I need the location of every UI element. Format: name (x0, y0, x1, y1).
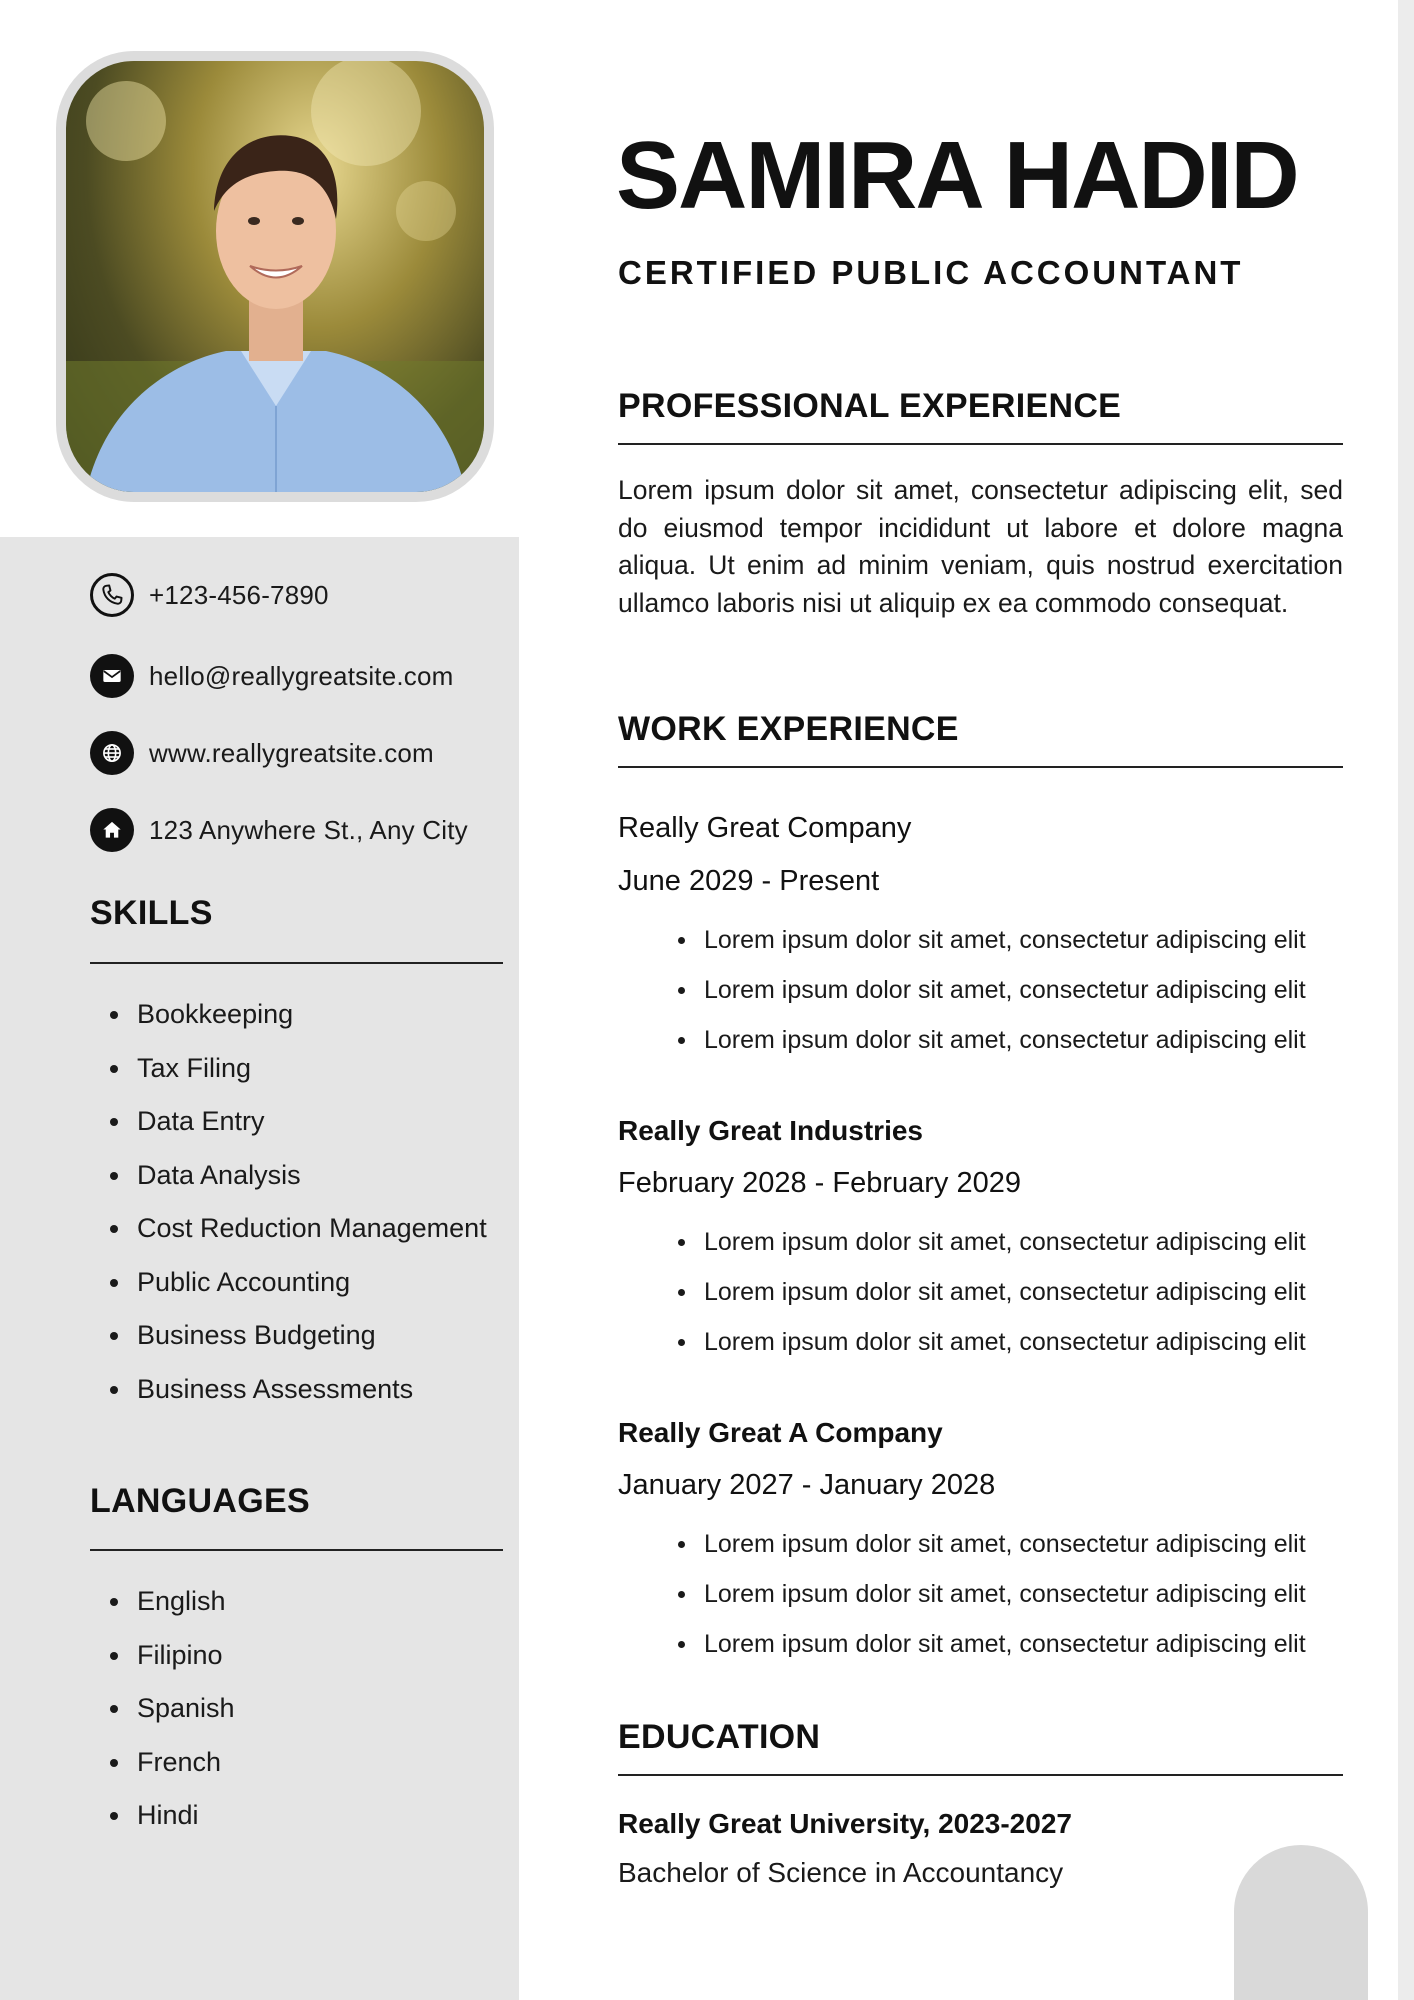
skills-heading: SKILLS (90, 894, 213, 932)
job-bullet: Lorem ipsum dolor sit amet, consectetur adipiscing elit (676, 1580, 1306, 1630)
language-item: Spanish (90, 1693, 235, 1747)
job-bullets (676, 1228, 1306, 1378)
home-icon (90, 808, 134, 852)
skills-list (90, 999, 487, 1427)
job-dates: January 2027 - January 2028 (618, 1469, 996, 1501)
job-company: Really Great Company (618, 812, 912, 844)
profile-photo (66, 61, 484, 492)
skill-item: Business Assessments (90, 1374, 487, 1428)
language-item: Hindi (90, 1800, 235, 1854)
phone-icon (90, 573, 134, 617)
professional-summary: Lorem ipsum dolor sit amet, consectetur adipiscing elit, sed do eiusmod tempor incididunt ut labore et dolore magna aliqua. Ut enim ad minim veniam, quis nostrud exercitation ullamco laboris nisi ut aliquip ex ea commodo consequat. (618, 475, 1343, 618)
education-divider (618, 1774, 1343, 1776)
education-heading: EDUCATION (618, 1718, 821, 1756)
language-item: Filipino (90, 1640, 235, 1694)
work-heading: WORK EXPERIENCE (618, 710, 959, 748)
candidate-role: CERTIFIED PUBLIC ACCOUNTANT (618, 254, 1244, 291)
languages-heading: LANGUAGES (90, 1482, 310, 1520)
job-dates: June 2029 - Present (618, 865, 880, 897)
job-company: Really Great Industries (618, 1115, 924, 1146)
job-bullet: Lorem ipsum dolor sit amet, consectetur adipiscing elit (676, 976, 1306, 1026)
skills-divider (90, 962, 503, 964)
languages-divider (90, 1549, 503, 1551)
email-address[interactable]: hello@reallygreatsite.com (149, 660, 454, 691)
skill-item: Bookkeeping (90, 999, 487, 1053)
skill-item: Cost Reduction Management (90, 1213, 487, 1267)
street-address: 123 Anywhere St., Any City (149, 814, 468, 845)
job-bullets (676, 1530, 1306, 1680)
contact-website (90, 731, 434, 775)
education-degree: Bachelor of Science in Accountancy (618, 1857, 1064, 1888)
skill-item: Tax Filing (90, 1053, 487, 1107)
contact-email (90, 654, 454, 698)
education-school: Really Great University, 2023-2027 (618, 1808, 1072, 1839)
decorative-arch (1234, 1845, 1368, 2000)
job-bullet: Lorem ipsum dolor sit amet, consectetur adipiscing elit (676, 1328, 1306, 1378)
work-divider (618, 766, 1343, 768)
website-url[interactable]: www.reallygreatsite.com (149, 737, 434, 768)
job-bullets (676, 926, 1306, 1076)
skill-item: Data Analysis (90, 1160, 487, 1214)
job-bullet: Lorem ipsum dolor sit amet, consectetur adipiscing elit (676, 926, 1306, 976)
contact-address (90, 808, 468, 852)
job-dates: February 2028 - February 2029 (618, 1167, 1021, 1199)
skill-item: Data Entry (90, 1106, 487, 1160)
skill-item: Public Accounting (90, 1267, 487, 1321)
job-bullet: Lorem ipsum dolor sit amet, consectetur adipiscing elit (676, 1026, 1306, 1076)
languages-list (90, 1586, 235, 1854)
candidate-name: SAMIRA HADID (616, 122, 1298, 229)
professional-heading: PROFESSIONAL EXPERIENCE (618, 387, 1122, 425)
job-bullet: Lorem ipsum dolor sit amet, consectetur adipiscing elit (676, 1228, 1306, 1278)
email-icon (90, 654, 134, 698)
phone-number[interactable]: +123-456-7890 (149, 579, 329, 610)
language-item: French (90, 1747, 235, 1801)
portrait-illustration (66, 61, 484, 492)
page-edge-strip (1398, 0, 1414, 2000)
skill-item: Business Budgeting (90, 1320, 487, 1374)
job-bullet: Lorem ipsum dolor sit amet, consectetur adipiscing elit (676, 1278, 1306, 1328)
job-bullet: Lorem ipsum dolor sit amet, consectetur adipiscing elit (676, 1630, 1306, 1680)
job-company: Really Great A Company (618, 1417, 943, 1448)
job-bullet: Lorem ipsum dolor sit amet, consectetur adipiscing elit (676, 1530, 1306, 1580)
globe-icon (90, 731, 134, 775)
profile-photo-frame (56, 51, 494, 502)
language-item: English (90, 1586, 235, 1640)
contact-phone (90, 573, 329, 617)
professional-divider (618, 443, 1343, 445)
